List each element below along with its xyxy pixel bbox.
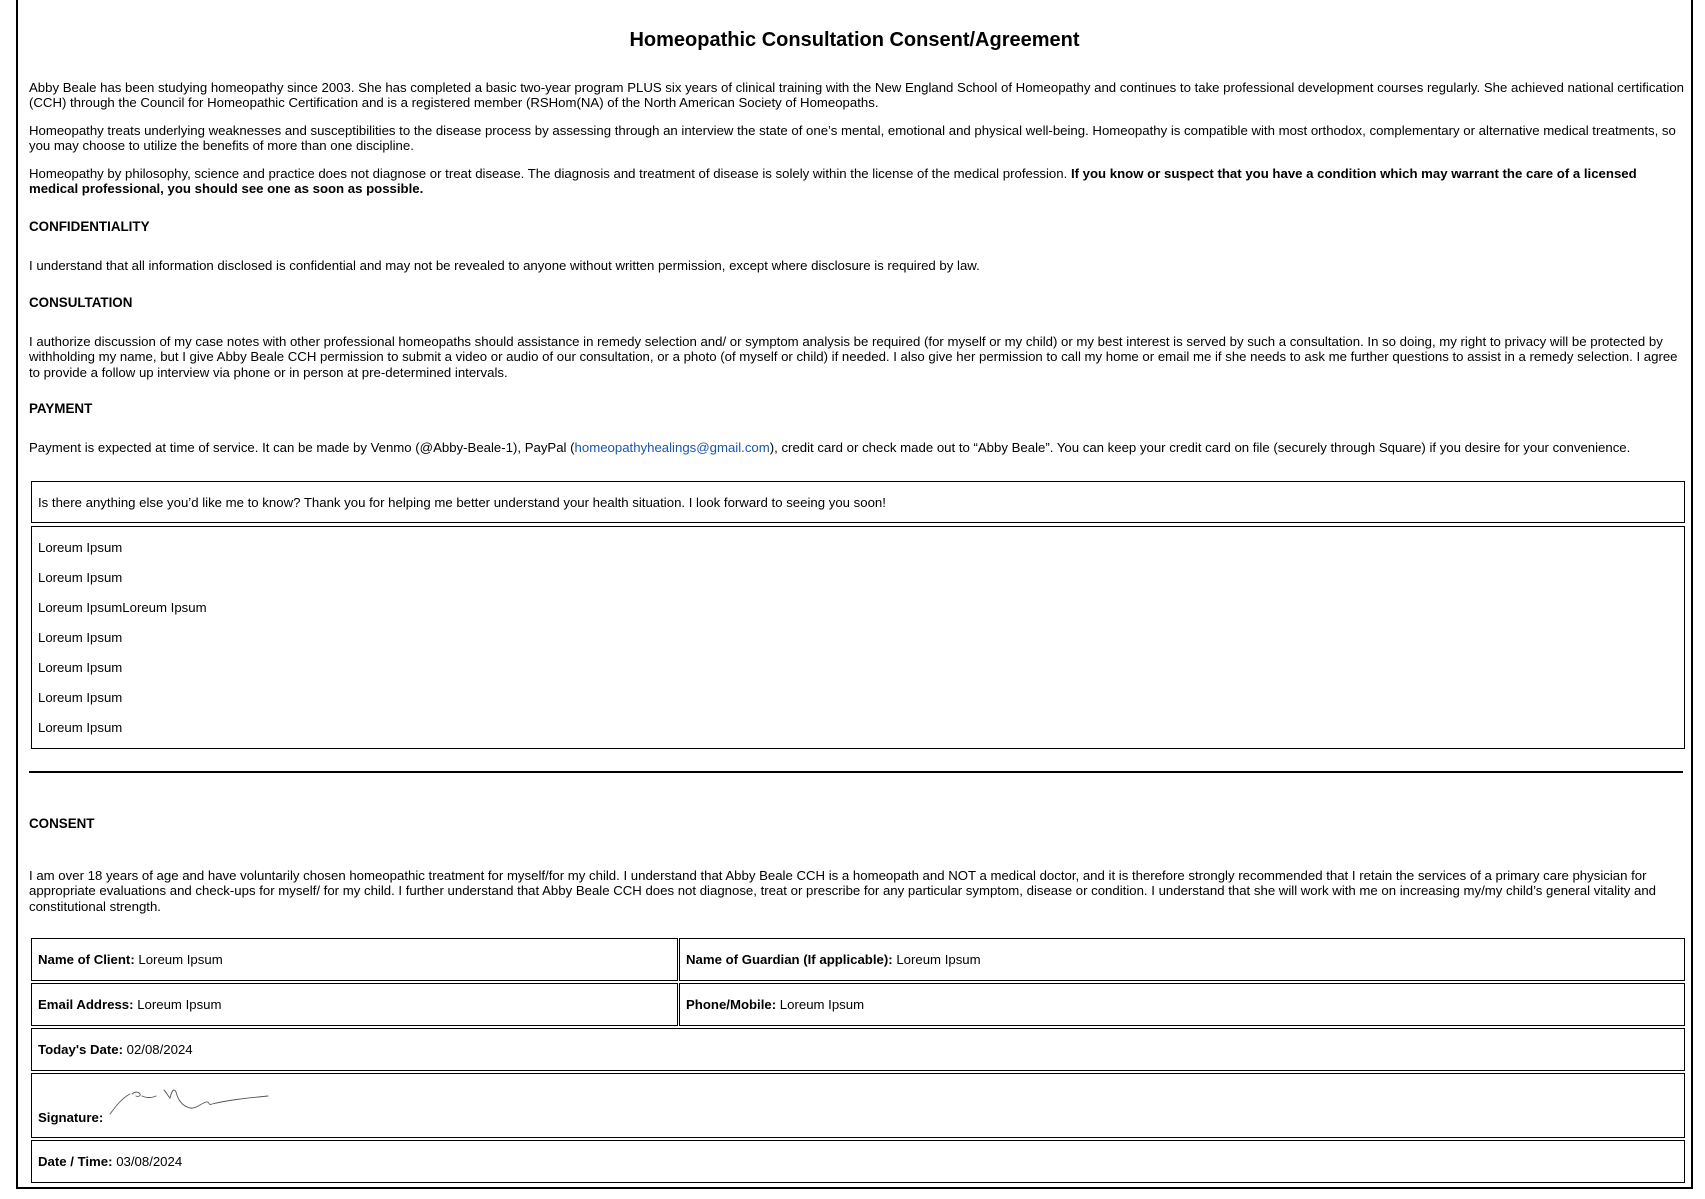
signature-label: Signature: (38, 1110, 104, 1125)
answer-line: Loreum Ipsum (38, 630, 123, 645)
intro-paragraph-3 (29, 166, 1689, 197)
date-time-field[interactable] (31, 1140, 1685, 1183)
question-text: Is there anything else you’d like me to know? Thank you for helping me better understand your health situation. I look forward to seeing you soon! (38, 495, 886, 510)
payment-text (29, 440, 1689, 455)
todays-date-label: Today's Date: (38, 1042, 123, 1057)
phone-value: Loreum Ipsum (779, 997, 865, 1012)
payment-heading: PAYMENT (29, 401, 93, 416)
signature-image (108, 1086, 278, 1118)
intro-paragraph-3-warning: If you know or suspect that you have a condition which may warrant the care of a licensed medical professional, you should see one as soon as possible. (29, 166, 1637, 197)
consent-heading: CONSENT (29, 816, 95, 831)
answer-line: Loreum IpsumLoreum Ipsum (38, 600, 207, 615)
email-address-field[interactable] (31, 983, 678, 1026)
payment-text-start: Payment is expected at time of service. It can be made by Venmo (@Abby-Beale-1), PayPal ( (29, 440, 575, 455)
email-address-value: Loreum Ipsum (137, 997, 222, 1012)
confidentiality-heading: CONFIDENTIALITY (29, 219, 150, 234)
answer-line: Loreum Ipsum (38, 660, 123, 675)
client-name-field[interactable] (31, 938, 678, 981)
client-name-value: Loreum Ipsum (138, 952, 223, 967)
paypal-email-link[interactable]: homeopathyhealings@gmail.com (574, 440, 770, 455)
question-box (31, 481, 1685, 523)
phone-field[interactable] (679, 983, 1685, 1026)
date-time-label: Date / Time: (38, 1154, 113, 1169)
date-time-value: 03/08/2024 (116, 1154, 183, 1169)
email-address-label: Email Address: (38, 997, 134, 1012)
guardian-name-label: Name of Guardian (If applicable): (686, 952, 893, 967)
form-title: Homeopathic Consultation Consent/Agreement (629, 29, 1080, 51)
consultation-heading: CONSULTATION (29, 295, 133, 310)
payment-text-end: ), credit card or check made out to “Abby Beale”. You can keep your credit card on file (securely through Square) if you desire for your convenience. (769, 440, 1631, 455)
answer-line: Loreum Ipsum (38, 690, 123, 705)
phone-label: Phone/Mobile: (686, 997, 777, 1012)
answer-line: Loreum Ipsum (38, 720, 123, 735)
consent-text: I am over 18 years of age and have voluntarily chosen homeopathic treatment for myself/for my child. I understand that Abby Beale CCH is a homeopath and NOT a medical doctor, and it is therefore strongly recommended that I retain the services of a primary care physician for appropriate evaluations and check-ups for myself/ for my child. I further understand that Abby Beale CCH does not diagnose, treat or prescribe for any particular symptom, disease or condition. I understand that she will work with me on increasing my/my child’s general vitality and constitutional strength. (29, 868, 1657, 914)
answer-box (31, 526, 1685, 749)
signature-field[interactable] (31, 1073, 1685, 1138)
guardian-name-field[interactable] (679, 938, 1685, 981)
todays-date-field[interactable] (31, 1028, 1685, 1071)
intro-paragraph-2: Homeopathy treats underlying weaknesses and susceptibilities to the disease process by assessing through an interview the state of one’s mental, emotional and physical well-being. Homeopathy is compatible with most orthodox, complementary or alternative medical treatments, so you may choose to utilize the benefits of more than one discipline. (29, 123, 1676, 154)
todays-date-value: 02/08/2024 (126, 1042, 193, 1057)
answer-line: Loreum Ipsum (38, 540, 123, 555)
section-divider (29, 771, 1683, 773)
consent-form (16, 0, 1693, 1189)
intro-paragraph-3-text: Homeopathy by philosophy, science and practice does not diagnose or treat disease. The diagnosis and treatment of disease is solely within the license of the medical profession. (29, 166, 1071, 181)
intro-paragraph-1: Abby Beale has been studying homeopathy since 2003. She has completed a basic two-year program PLUS six years of clinical training with the New England School of Homeopathy and continues to take professional development courses regularly. She achieved national certification (CCH) through the Council for Homeopathic Certification and is a registered member (RSHom(NA) of the North American Society of Homeopaths. (29, 80, 1685, 111)
client-name-label: Name of Client: (38, 952, 135, 967)
confidentiality-text: I understand that all information disclosed is confidential and may not be revealed to anyone without written permission, except where disclosure is required by law. (29, 258, 980, 273)
guardian-name-value: Loreum Ipsum (896, 952, 981, 967)
answer-line: Loreum Ipsum (38, 570, 123, 585)
consultation-text: I authorize discussion of my case notes with other professional homeopaths should assistance in remedy selection and/ or symptom analysis be required (for myself or my child) or my best interest is served by such a consultation. In so doing, my right to privacy will be protected by withholding my name, but I give Abby Beale CCH permission to submit a video or audio of our consultation, or a photo (of myself or child) if needed. I also give her permission to call my home or email me if she needs to ask me further questions to assist in a remedy selection. I agree to provide a follow up interview via phone or in person at pre-determined intervals. (29, 334, 1678, 380)
